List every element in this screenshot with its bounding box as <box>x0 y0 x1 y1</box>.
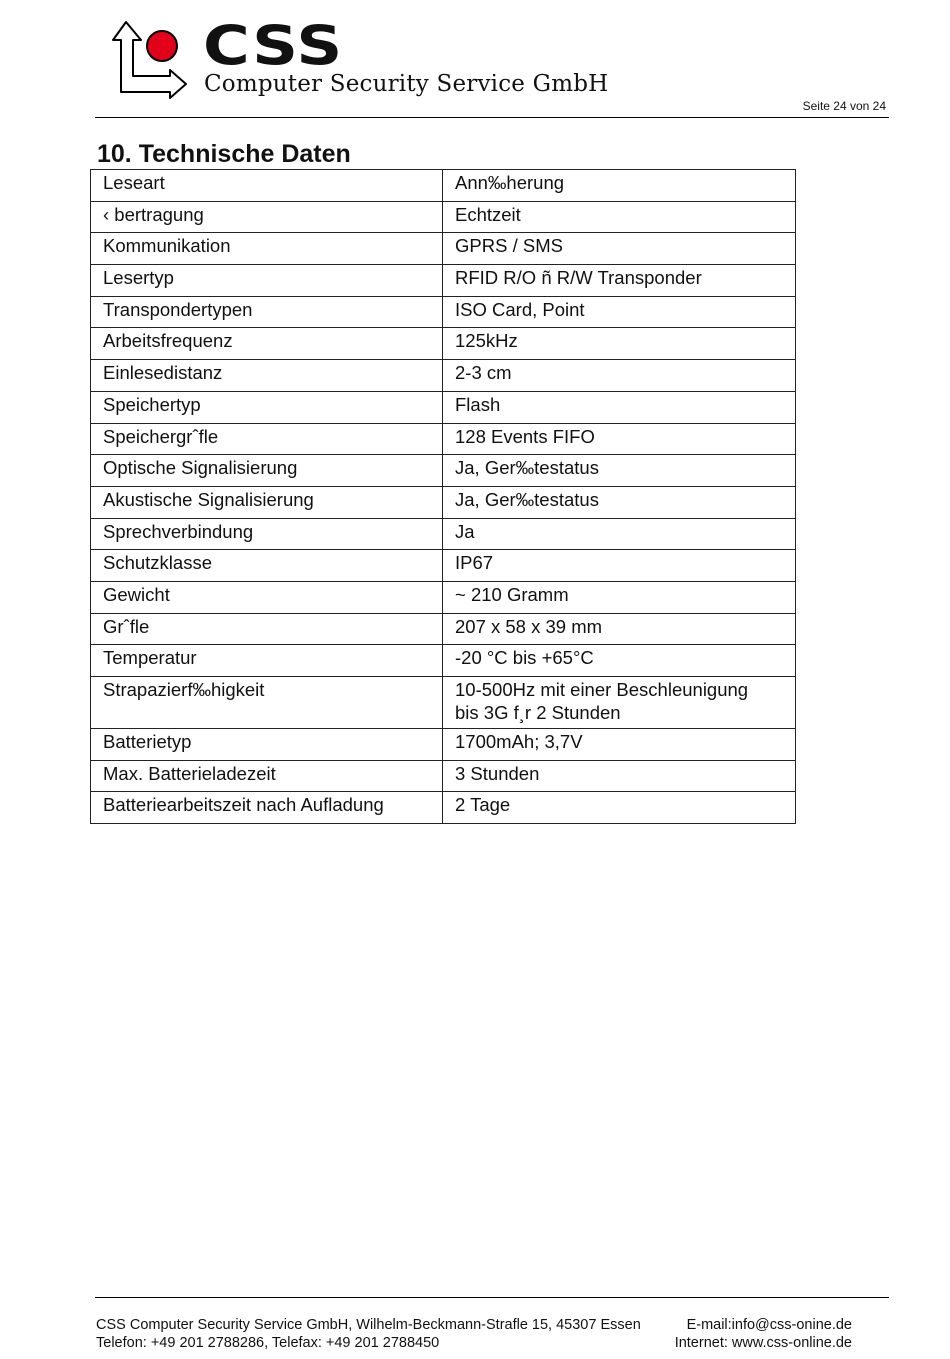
spec-label: Sprechverbindung <box>91 518 443 550</box>
spec-value: RFID R/O ñ R/W Transponder <box>443 265 796 297</box>
spec-label: Transpondertypen <box>91 296 443 328</box>
table-row <box>91 328 796 360</box>
table-row <box>91 581 796 613</box>
table-row <box>91 550 796 582</box>
spec-value: 125kHz <box>443 328 796 360</box>
table-row <box>91 677 796 729</box>
spec-label: ‹ bertragung <box>91 201 443 233</box>
spec-label: Speichergrˆfle <box>91 423 443 455</box>
footer-phone: Telefon: +49 201 2788286, Telefax: +49 201 2788450 <box>96 1334 440 1351</box>
table-row <box>91 645 796 677</box>
spec-value: Ja, Ger‰testatus <box>443 455 796 487</box>
table-row <box>91 792 796 824</box>
spec-label: Grˆfle <box>91 613 443 645</box>
spec-label: Kommunikation <box>91 233 443 265</box>
table-row <box>91 455 796 487</box>
spec-label: Akustische Signalisierung <box>91 486 443 518</box>
spec-label: Temperatur <box>91 645 443 677</box>
spec-value: Flash <box>443 391 796 423</box>
table-row <box>91 760 796 792</box>
footer-divider <box>95 1297 889 1298</box>
table-row <box>91 518 796 550</box>
spec-value: 2-3 cm <box>443 360 796 392</box>
spec-value: Ja <box>443 518 796 550</box>
spec-value: Echtzeit <box>443 201 796 233</box>
footer-email: E-mail:info@css-onine.de <box>686 1317 852 1333</box>
spec-value: IP67 <box>443 550 796 582</box>
spec-value: 3 Stunden <box>443 760 796 792</box>
section-title: 10. Technische Daten <box>97 140 351 168</box>
table-row <box>91 360 796 392</box>
spec-value: 10-500Hz mit einer Beschleunigung bis 3G f¸r 2 Stunden <box>443 677 796 729</box>
spec-value: 2 Tage <box>443 792 796 824</box>
spec-label: Einlesedistanz <box>91 360 443 392</box>
header-divider <box>95 117 889 118</box>
table-row <box>91 170 796 202</box>
company-name: Computer Security Service GmbH <box>204 71 609 97</box>
spec-label: Batteriearbeitszeit nach Aufladung <box>91 792 443 824</box>
spec-value: ISO Card, Point <box>443 296 796 328</box>
spec-value: -20 °C bis +65°C <box>443 645 796 677</box>
footer-address-block <box>96 1317 641 1352</box>
table-row <box>91 486 796 518</box>
spec-value: GPRS / SMS <box>443 233 796 265</box>
page-number: Seite 24 von 24 <box>802 99 886 113</box>
footer-address: CSS Computer Security Service GmbH, Wilhelm-Beckmann-Strafle 15, 45307 Essen <box>96 1317 641 1333</box>
table-row <box>91 296 796 328</box>
table-row <box>91 265 796 297</box>
spec-label: Schutzklasse <box>91 550 443 582</box>
spec-value: Ja, Ger‰testatus <box>443 486 796 518</box>
spec-label: Optische Signalisierung <box>91 455 443 487</box>
spec-label: Strapazierf‰higkeit <box>91 677 443 729</box>
table-row <box>91 391 796 423</box>
spec-value: Ann‰herung <box>443 170 796 202</box>
spec-label: Max. Batterieladezeit <box>91 760 443 792</box>
spec-label: Arbeitsfrequenz <box>91 328 443 360</box>
logo-wordmark: CSS <box>203 14 344 77</box>
table-row <box>91 613 796 645</box>
css-logo-arrow-icon <box>108 20 190 102</box>
table-row <box>91 423 796 455</box>
spec-value: 207 x 58 x 39 mm <box>443 613 796 645</box>
spec-label: Speichertyp <box>91 391 443 423</box>
spec-label: Lesertyp <box>91 265 443 297</box>
spec-label: Leseart <box>91 170 443 202</box>
table-row <box>91 233 796 265</box>
spec-value: 128 Events FIFO <box>443 423 796 455</box>
specs-table <box>90 169 796 824</box>
logo-red-dot-icon <box>147 31 177 61</box>
table-row <box>91 201 796 233</box>
footer-contact-block <box>675 1317 852 1352</box>
spec-label: Batterietyp <box>91 729 443 761</box>
spec-value: 1700mAh; 3,7V <box>443 729 796 761</box>
table-row <box>91 729 796 761</box>
spec-label: Gewicht <box>91 581 443 613</box>
footer-internet: Internet: www.css-online.de <box>674 1334 852 1351</box>
spec-value: ~ 210 Gramm <box>443 581 796 613</box>
